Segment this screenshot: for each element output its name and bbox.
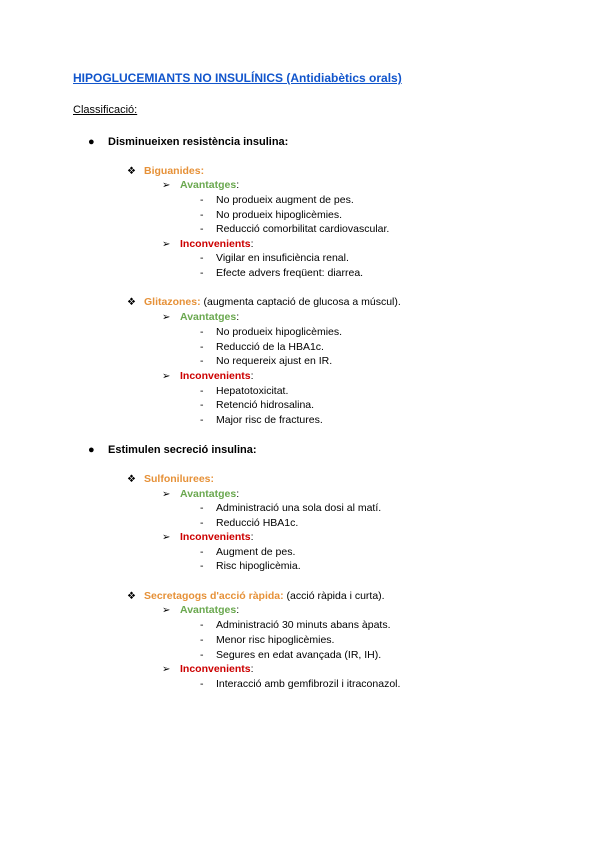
advantages-label: ➢ Avantatges: (162, 179, 240, 191)
list-item: - Segures en edat avançada (IR, IH). (200, 649, 382, 661)
diamond-bullet-icon: ❖ (127, 166, 136, 177)
disadvantages-label: ➢ Inconvenients: (162, 663, 254, 675)
list-item: - Major risc de fractures. (200, 414, 323, 426)
bullet-icon: ● (88, 444, 95, 456)
advantages-label: ➢ Avantatges: (162, 311, 240, 323)
section-heading-secretion: ● Estimulen secreció insulina: (88, 444, 257, 456)
diamond-bullet-icon: ❖ (127, 474, 136, 485)
diamond-bullet-icon: ❖ (127, 591, 136, 602)
arrow-bullet-icon: ➢ (162, 489, 171, 500)
drug-sulfonilurees: ❖ Sulfonilurees: (127, 473, 215, 485)
disadvantages-label: ➢ Inconvenients: (162, 531, 254, 543)
arrow-bullet-icon: ➢ (162, 371, 171, 382)
arrow-bullet-icon: ➢ (162, 532, 171, 543)
list-item: - Reducció comorbilitat cardiovascular. (200, 223, 390, 235)
classification-heading: Classificació: (73, 104, 138, 116)
list-item: - No produeix hipoglicèmies. (200, 326, 343, 338)
list-item: - No requereix ajust en IR. (200, 355, 333, 367)
list-item: - Retenció hidrosalina. (200, 399, 315, 411)
arrow-bullet-icon: ➢ (162, 239, 171, 250)
disadvantages-label: ➢ Inconvenients: (162, 370, 254, 382)
list-item: - No produeix augment de pes. (200, 194, 354, 206)
advantages-label: ➢ Avantatges: (162, 488, 240, 500)
bullet-icon: ● (88, 136, 95, 148)
drug-biguanides: ❖ Biguanides: (127, 165, 205, 177)
arrow-bullet-icon: ➢ (162, 180, 171, 191)
section-heading-resistance: ● Disminueixen resistència insulina: (88, 136, 289, 148)
arrow-bullet-icon: ➢ (162, 664, 171, 675)
advantages-label: ➢ Avantatges: (162, 604, 240, 616)
arrow-bullet-icon: ➢ (162, 312, 171, 323)
list-item: - Efecte advers freqüent: diarrea. (200, 267, 364, 279)
list-item: - Menor risc hipoglicèmies. (200, 634, 335, 646)
list-item: - Reducció de la HBA1c. (200, 341, 324, 353)
list-item: - No produeix hipoglicèmies. (200, 209, 343, 221)
list-item: - Risc hipoglicèmia. (200, 560, 301, 572)
list-item: - Administració 30 minuts abans àpats. (200, 619, 391, 631)
list-item: - Reducció HBA1c. (200, 517, 299, 529)
drug-secretagogs: ❖ Secretagogs d'acció ràpida: (acció ràpida i curta). (127, 590, 385, 602)
list-item: - Interacció amb gemfibrozil i itraconazol. (200, 678, 401, 690)
list-item: - Augment de pes. (200, 546, 296, 558)
list-item: - Administració una sola dosi al matí. (200, 502, 382, 514)
list-item: - Vigilar en insuficiència renal. (200, 252, 349, 264)
disadvantages-label: ➢ Inconvenients: (162, 238, 254, 250)
drug-glitazones: ❖ Glitazones: (augmenta captació de glucosa a múscul). (127, 296, 401, 308)
document-title: HIPOGLUCEMIANTS NO INSULÍNICS (Antidiabètics orals) (73, 71, 402, 85)
arrow-bullet-icon: ➢ (162, 605, 171, 616)
list-item: - Hepatotoxicitat. (200, 385, 289, 397)
diamond-bullet-icon: ❖ (127, 297, 136, 308)
